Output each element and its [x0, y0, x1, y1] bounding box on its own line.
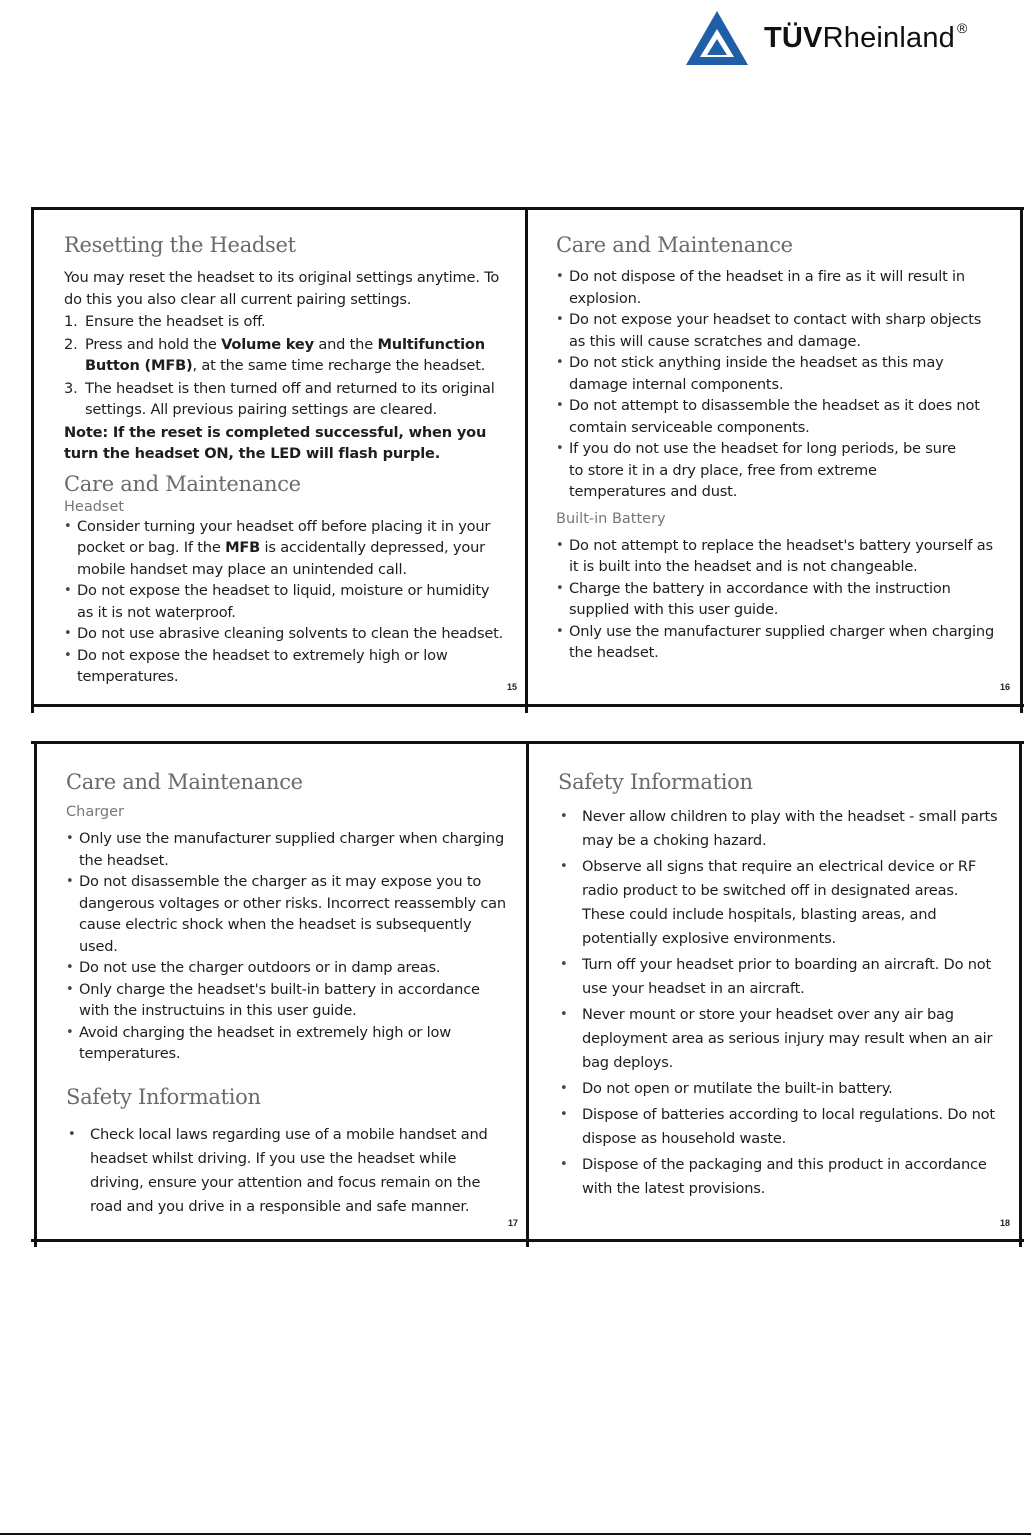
list-item: • Avoid charging the headset in extremely high or low temperatures.	[66, 1022, 511, 1065]
triangle-logo-icon	[684, 9, 750, 67]
list-item: • Do not open or mutilate the built-in battery.	[558, 1077, 998, 1101]
list-item: • Do not disassemble the charger as it may expose you to dangerous voltages or other risks. Incorrect reassembly can cause electric shock when the headset is subsequently used.	[66, 871, 511, 957]
reset-steps	[64, 311, 504, 421]
page-16	[556, 233, 1001, 664]
list-item: • Never allow children to play with the headset - small parts may be a choking hazard.	[558, 805, 998, 853]
safety-list	[558, 805, 998, 1201]
headset-care-list	[64, 516, 504, 688]
tuv-rheinland-logo	[684, 8, 1014, 68]
list-item: • Do not dispose of the headset in a fire as it will result in explosion.	[556, 266, 1001, 309]
list-item: • If you do not use the headset for long periods, be sure to store it in a dry place, free from extreme temperatures and dust.	[556, 438, 1001, 503]
reset-note: Note: If the reset is completed successful, when you turn the headset ON, the LED will flash purple.	[64, 423, 487, 462]
section-title: Care and Maintenance	[64, 471, 301, 496]
logo-wordmark: TÜVRheinland ®	[764, 19, 968, 54]
section-title: Safety Information	[66, 1084, 261, 1109]
list-item: • Do not use the charger outdoors or in damp areas.	[66, 957, 511, 979]
list-item: • Do not attempt to replace the headset's battery yourself as it is built into the headset and is not changeable.	[556, 535, 1001, 578]
page-title: Resetting the Headset	[64, 233, 296, 257]
list-item: • Dispose of batteries according to local regulations. Do not dispose as household waste.	[558, 1103, 998, 1151]
list-item: 3. The headset is then turned off and returned to its original settings. All previous pairing settings are cleared.	[64, 379, 495, 418]
list-item: • Dispose of the packaging and this product in accordance with the latest provisions.	[558, 1153, 998, 1201]
care-list	[556, 266, 1001, 503]
page-17	[66, 770, 511, 1221]
page-number: 15	[507, 682, 518, 692]
list-item: 2. Press and hold the Volume key and the Multifunction Button (MFB), at the same time recharge the headset.	[64, 335, 486, 374]
page-title: Care and Maintenance	[556, 233, 793, 257]
list-item: • Observe all signs that require an electrical device or RF radio product to be switched off in designated areas. These could include hospitals, blasting areas, and potentially explosive environments.	[558, 855, 998, 951]
list-item: • Turn off your headset prior to boarding an aircraft. Do not use your headset in an aircraft.	[558, 953, 998, 1001]
list-item: • Do not expose your headset to contact with sharp objects as this will cause scratches and damage.	[556, 309, 1001, 352]
subsection-title: Charger	[66, 804, 124, 820]
bottom-rule	[0, 1533, 1031, 1535]
spread-pages-17-18	[31, 741, 1024, 1247]
list-item: • Only use the manufacturer supplied charger when charging the headset.	[556, 621, 1001, 664]
page-number: 16	[1000, 682, 1011, 692]
page-title: Care and Maintenance	[66, 770, 303, 794]
list-item: • Do not attempt to disassemble the headset as it does not comtain serviceable components.	[556, 395, 1001, 438]
page-title: Safety Information	[558, 770, 753, 794]
subsection-title: Built-in Battery	[556, 510, 666, 527]
spread-pages-15-16	[31, 207, 1024, 713]
list-item: • Do not use abrasive cleaning solvents to clean the headset.	[64, 623, 504, 645]
subsection-title: Headset	[64, 498, 125, 515]
list-item: 1. Ensure the headset is off.	[64, 313, 266, 330]
battery-list	[556, 535, 1001, 664]
list-item: • Only use the manufacturer supplied charger when charging the headset.	[66, 828, 511, 871]
list-item: • Charge the battery in accordance with the instruction supplied with this user guide.	[556, 578, 1001, 621]
intro-text: You may reset the headset to its original settings anytime. To do this you also clear all current pairing settings.	[64, 269, 500, 308]
page-18	[558, 770, 998, 1203]
page-15	[64, 233, 504, 688]
safety-list	[66, 1123, 511, 1219]
list-item: • Check local laws regarding use of a mobile handset and headset whilst driving. If you use the headset while driving, ensure your attention and focus remain on the road and you drive in a responsible and safe manner.	[66, 1123, 511, 1219]
list-item: • Only charge the headset's built-in battery in accordance with the instructuins in this user guide.	[66, 979, 511, 1022]
page-number: 17	[508, 1218, 519, 1228]
list-item: • Do not expose the headset to extremely high or low temperatures.	[64, 645, 504, 688]
list-item: • Do not expose the headset to liquid, moisture or humidity as it is not waterproof.	[64, 580, 504, 623]
list-item: • Consider turning your headset off before placing it in your pocket or bag. If the MFB is accidentally depressed, your mobile handset may place an unintended call.	[64, 516, 504, 581]
charger-list	[66, 828, 511, 1065]
list-item: • Never mount or store your headset over any air bag deployment area as serious injury may result when an air bag deploys.	[558, 1003, 998, 1075]
page-number: 18	[1000, 1218, 1011, 1228]
list-item: • Do not stick anything inside the headset as this may damage internal components.	[556, 352, 1001, 395]
